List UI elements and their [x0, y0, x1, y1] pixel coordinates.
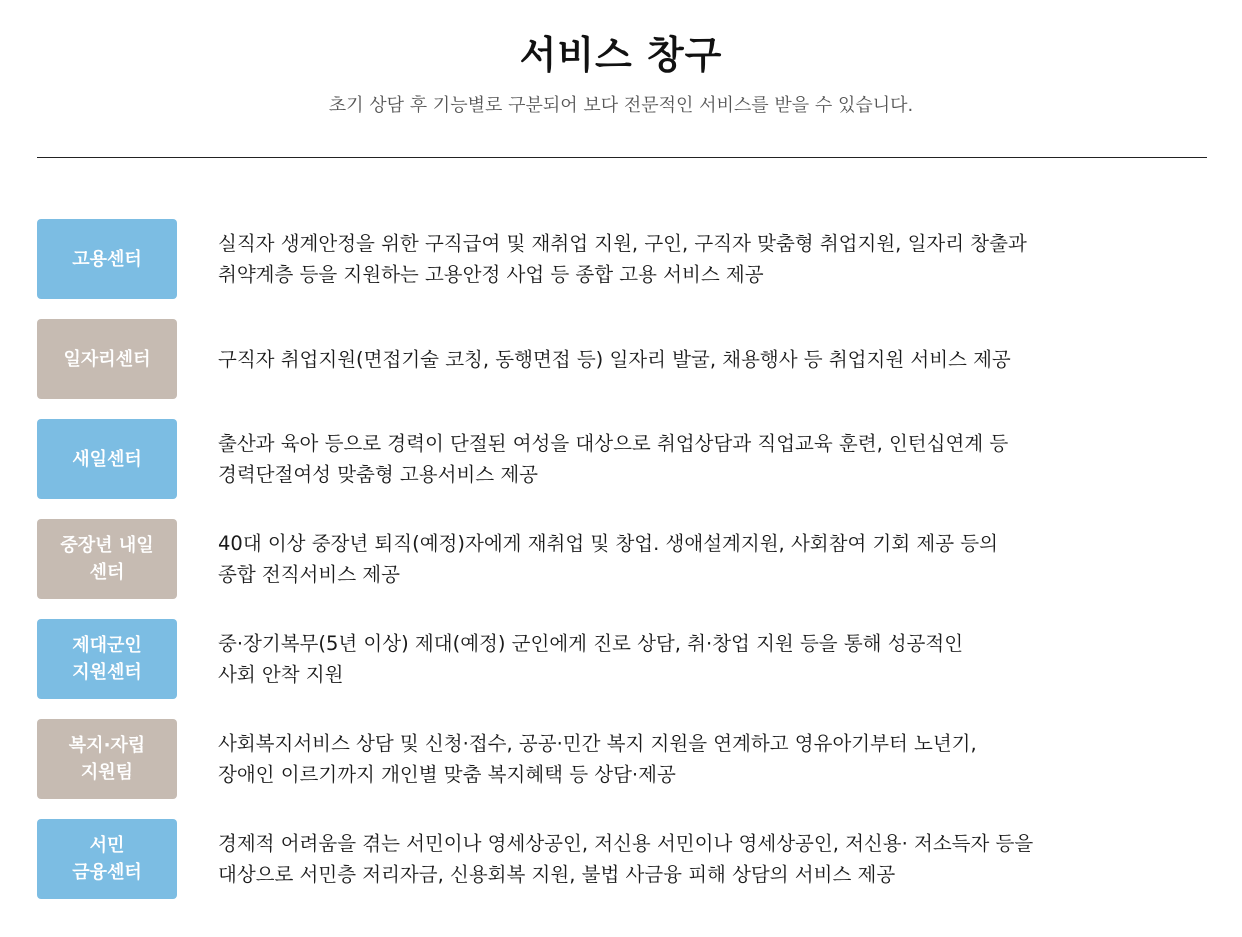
service-row-welfare-team: [37, 719, 1207, 799]
service-description: 출산과 육아 등으로 경력이 단절된 여성을 대상으로 취업상담과 직업교육 훈련, 인턴십연계 등 경력단절여성 맞춤형 고용서비스 제공: [218, 432, 1009, 486]
service-description: 중·장기복무(5년 이상) 제대(예정) 군인에게 진로 상담, 취·창업 지원 등을 통해 성공적인 사회 안착 지원: [218, 632, 964, 686]
header-divider: [37, 157, 1207, 158]
service-badge[interactable]: 새일센터: [37, 419, 177, 499]
service-description: 경제적 어려움을 겪는 서민이나 영세상공인, 저신용 서민이나 영세상공인, 저신용· 저소득자 등을 대상으로 서민층 저리자금, 신용회복 지원, 불법 사금융 피해 상담의 서비스 제공: [218, 832, 1034, 886]
service-row-employment-center: [37, 219, 1207, 299]
service-row-job-center: [37, 319, 1207, 399]
service-row-finance-center: [37, 819, 1207, 899]
service-badge[interactable]: 복지·자립 지원팀: [37, 719, 177, 799]
page-subtitle: 초기 상담 후 기능별로 구분되어 보다 전문적인 서비스를 받을 수 있습니다.: [328, 95, 914, 116]
service-row-veterans-center: [37, 619, 1207, 699]
service-badge[interactable]: 제대군인 지원센터: [37, 619, 177, 699]
service-description: 사회복지서비스 상담 및 신청·접수, 공공·민간 복지 지원을 연계하고 영유아기부터 노년기, 장애인 이르기까지 개인별 맞춤 복지혜택 등 상담·제공: [218, 732, 977, 786]
service-list: [37, 219, 1207, 919]
service-badge[interactable]: 일자리센터: [37, 319, 177, 399]
service-row-middle-aged-center: [37, 519, 1207, 599]
service-badge[interactable]: 중장년 내일 센터: [37, 519, 177, 599]
service-badge[interactable]: 서민 금융센터: [37, 819, 177, 899]
service-description: 40대 이상 중장년 퇴직(예정)자에게 재취업 및 창업. 생애설계지원, 사회참여 기회 제공 등의 종합 전직서비스 제공: [218, 532, 998, 586]
service-badge[interactable]: 고용센터: [37, 219, 177, 299]
service-description: 구직자 취업지원(면접기술 코칭, 동행면접 등) 일자리 발굴, 채용행사 등 취업지원 서비스 제공: [218, 347, 1011, 371]
service-description: 실직자 생계안정을 위한 구직급여 및 재취업 지원, 구인, 구직자 맞춤형 취업지원, 일자리 창출과 취약계층 등을 지원하는 고용안정 사업 등 종합 고용 서비스 제공: [218, 232, 1027, 286]
page-title: 서비스 창구: [519, 33, 723, 77]
service-row-saeil-center: [37, 419, 1207, 499]
